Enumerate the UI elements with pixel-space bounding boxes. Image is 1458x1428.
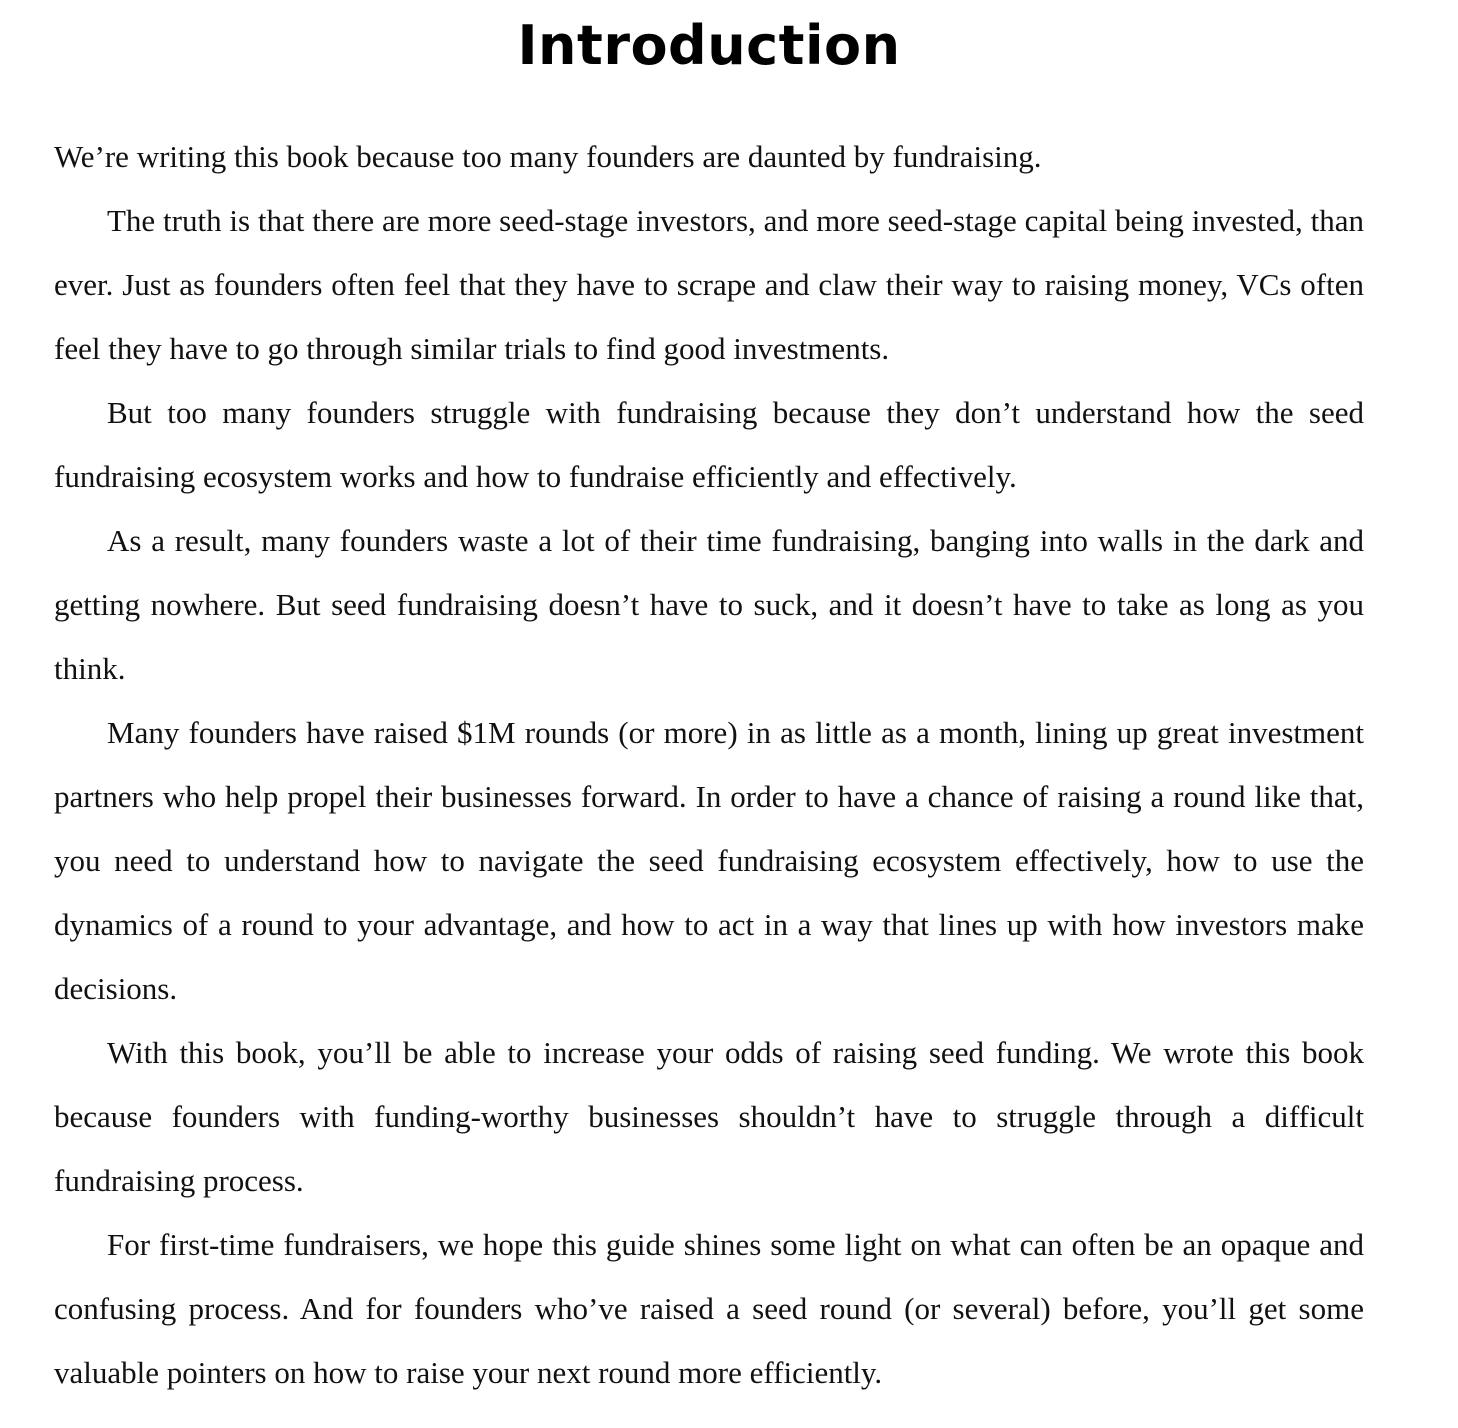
paragraph-2: The truth is that there are more seed-stage investors, and more seed-stage capital being invested, than ever. Just as founders often feel that they have to scrape and claw their way to raising money, VCs often feel they have to go through similar trials to find good investments. [54,203,1364,366]
book-page [54,0,1364,1405]
paragraph-7: For first-time fundraisers, we hope this guide shines some light on what can often be an opaque and confusing process. And for founders who’ve raised a seed round (or several) before, you’ll get some valuable pointers on how to raise your next round more efficiently. [54,1227,1364,1390]
paragraph-4: As a result, many founders waste a lot of their time fundraising, banging into walls in the dark and getting nowhere. But seed fundraising doesn’t have to suck, and it doesn’t have to take as long as you think. [54,523,1364,686]
paragraph-3: But too many founders struggle with fundraising because they don’t understand how the seed fundraising ecosystem works and how to fundraise efficiently and effectively. [54,395,1364,494]
paragraph-5: Many founders have raised $1M rounds (or more) in as little as a month, lining up great investment partners who help propel their businesses forward. In order to have a chance of raising a round like that, you need to understand how to navigate the seed fundraising ecosystem effectively, how to use the dynamics of a round to your advantage, and how to act in a way that lines up with how investors make decisions. [54,715,1364,1006]
chapter-body [54,125,1364,1405]
paragraph-1: We’re writing this book because too many founders are daunted by fundraising. [54,139,1042,174]
chapter-title: Introduction [517,14,901,77]
paragraph-6: With this book, you’ll be able to increase your odds of raising seed funding. We wrote this book because founders with funding-worthy businesses shouldn’t have to struggle through a difficult fundraising process. [54,1035,1364,1198]
